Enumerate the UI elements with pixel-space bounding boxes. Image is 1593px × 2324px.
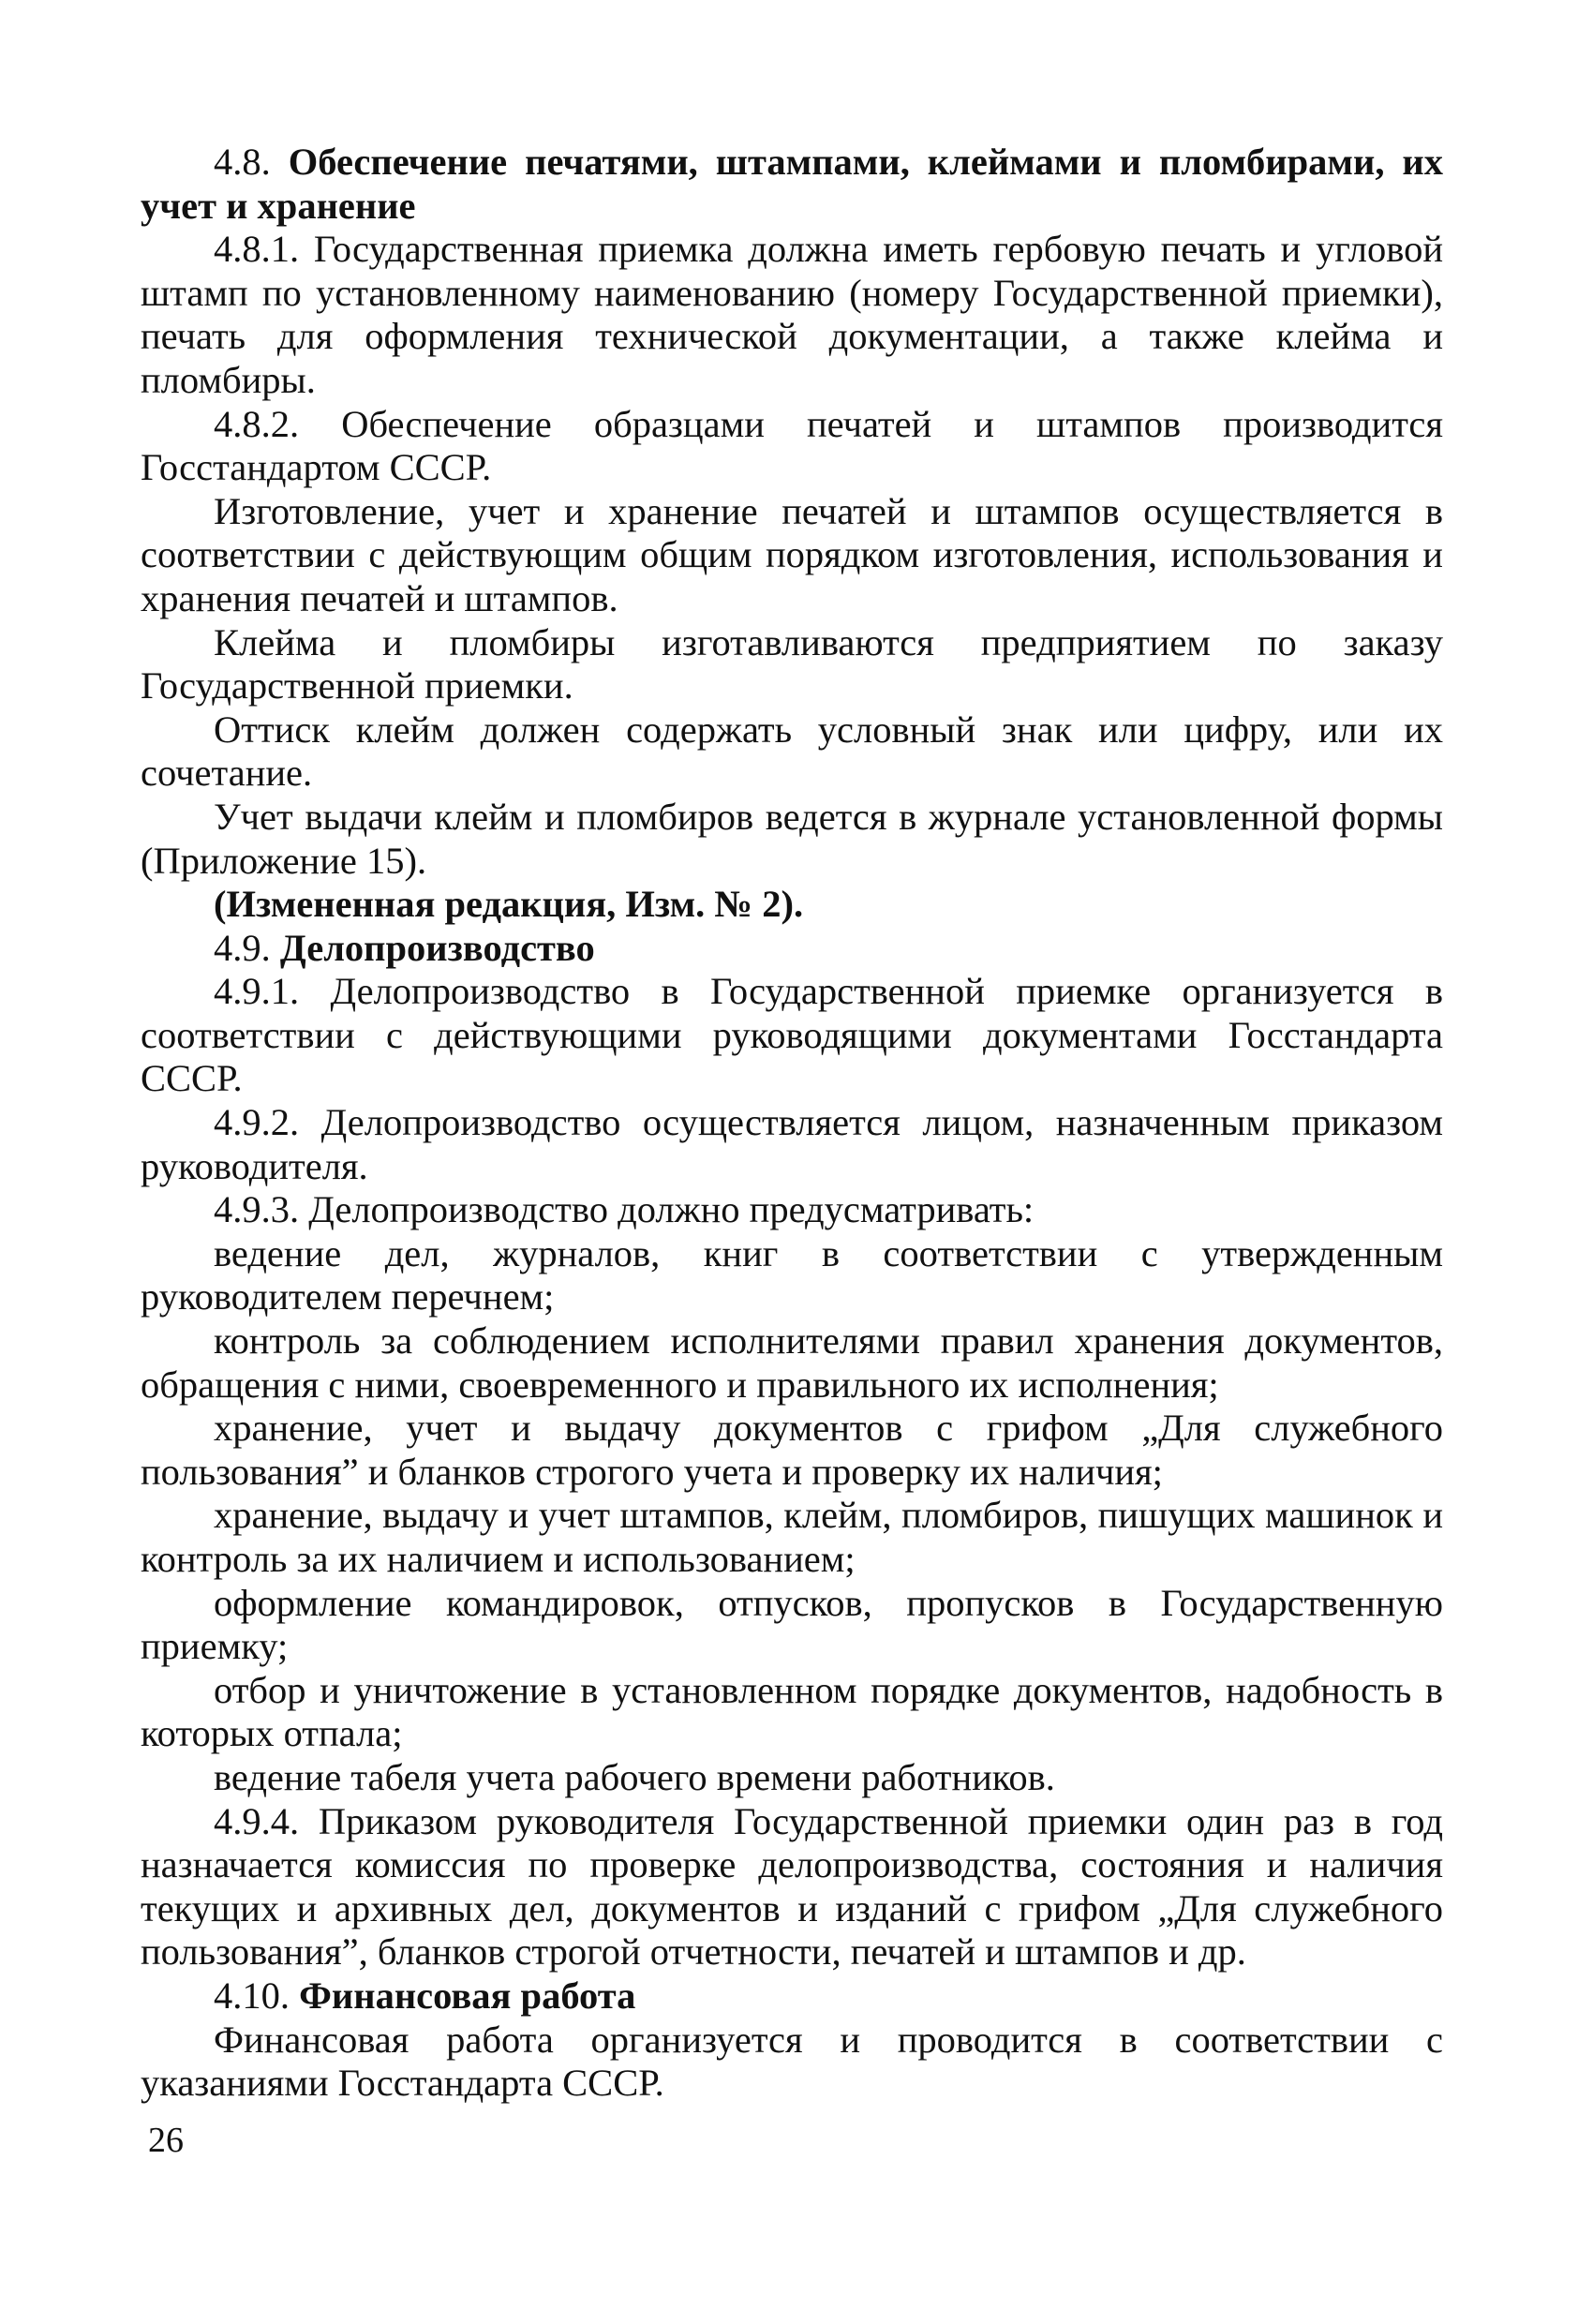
list-item: ведение табеля учета рабочего времени работников.	[214, 1755, 1055, 1798]
section-4-10-heading	[141, 1974, 1443, 2019]
list-item: контроль за соблюдением исполнителями правил хранения документов, обращения с ними, своевременного и правильного их исполнения;	[141, 1319, 1443, 1406]
paragraph-4-8-2: 4.8.2. Обеспечение образцами печатей и штампов производится Госстандартом СССР.	[141, 402, 1443, 489]
list-item: ведение дел, журналов, книг в соответствии с утвержденным руководителем перечнем;	[141, 1231, 1443, 1318]
list-item: хранение, учет и выдачу документов с грифом „Для служебного пользования” и бланков строгого учета и проверку их наличия;	[141, 1407, 1443, 1493]
section-title: Делопроизводство	[279, 926, 595, 969]
paragraph-imprint: Оттиск клейм должен содержать условный знак или цифру, или их сочетание.	[141, 708, 1443, 795]
paragraph-issue-log: Учет выдачи клейм и пломбиров ведется в журнале установленной формы (Приложение 15).	[141, 795, 1443, 882]
amendment-note: (Измененная редакция, Изм. № 2).	[214, 883, 804, 926]
section-number: 4.10.	[214, 1974, 290, 2017]
paragraph-4-8-1: 4.8.1. Государственная приемка должна иметь гербовую печать и угловой штамп по установленному наименованию (номеру Государственной приемки), печать для оформления технической документации, а также клейма и пломбиры.	[141, 228, 1443, 401]
section-number: 4.9.	[214, 926, 271, 969]
paragraph-stamps: Клейма и пломбиры изготавливаются предприятием по заказу Государственной приемки.	[141, 620, 1443, 708]
section-title: Обеспечение печатями, штампами, клеймами и пломбирами, их учет и хранение	[141, 141, 1444, 227]
paragraph-manufacture: Изготовление, учет и хранение печатей и штампов осуществляется в соответствии с действующим общим порядком изготовления, использования и хранения печатей и штампов.	[141, 489, 1443, 619]
page-number: 26	[148, 2121, 184, 2160]
list-item: отбор и уничтожение в установленном порядке документов, надобность в которых отпала;	[141, 1668, 1443, 1755]
list-item: хранение, выдачу и учет штампов, клейм, пломбиров, пишущих машинок и контроль за их наличием и использованием;	[141, 1494, 1443, 1580]
section-title: Финансовая работа	[299, 1974, 636, 2017]
paragraph-4-9-4: 4.9.4. Приказом руководителя Государственной приемки один раз в год назначается комиссия по проверке делопроизводства, состояния и наличия текущих и архивных дел, документов и изданий с грифом „Для служебного пользования”, бланков строгой отчетности, печатей и штампов и др.	[141, 1799, 1443, 1974]
paragraph-4-9-3: 4.9.3. Делопроизводство должно предусматривать:	[214, 1188, 1035, 1231]
document-page	[141, 141, 1443, 2106]
paragraph-4-9-2: 4.9.2. Делопроизводство осуществляется лицом, назначенным приказом руководителя.	[141, 1101, 1443, 1187]
section-4-8-heading	[141, 141, 1443, 228]
paragraph-4-9-1: 4.9.1. Делопроизводство в Государственной приемке организуется в соответствии с действующими руководящими документами Госстандарта СССР.	[141, 970, 1443, 1100]
section-number: 4.8.	[214, 141, 271, 183]
list-item: оформление командировок, отпусков, пропусков в Государственную приемку;	[141, 1581, 1443, 1668]
paragraph-finance: Финансовая работа организуется и проводится в соответствии с указаниями Госстандарта СССР.	[141, 2018, 1443, 2105]
section-4-9-heading	[141, 927, 1443, 971]
